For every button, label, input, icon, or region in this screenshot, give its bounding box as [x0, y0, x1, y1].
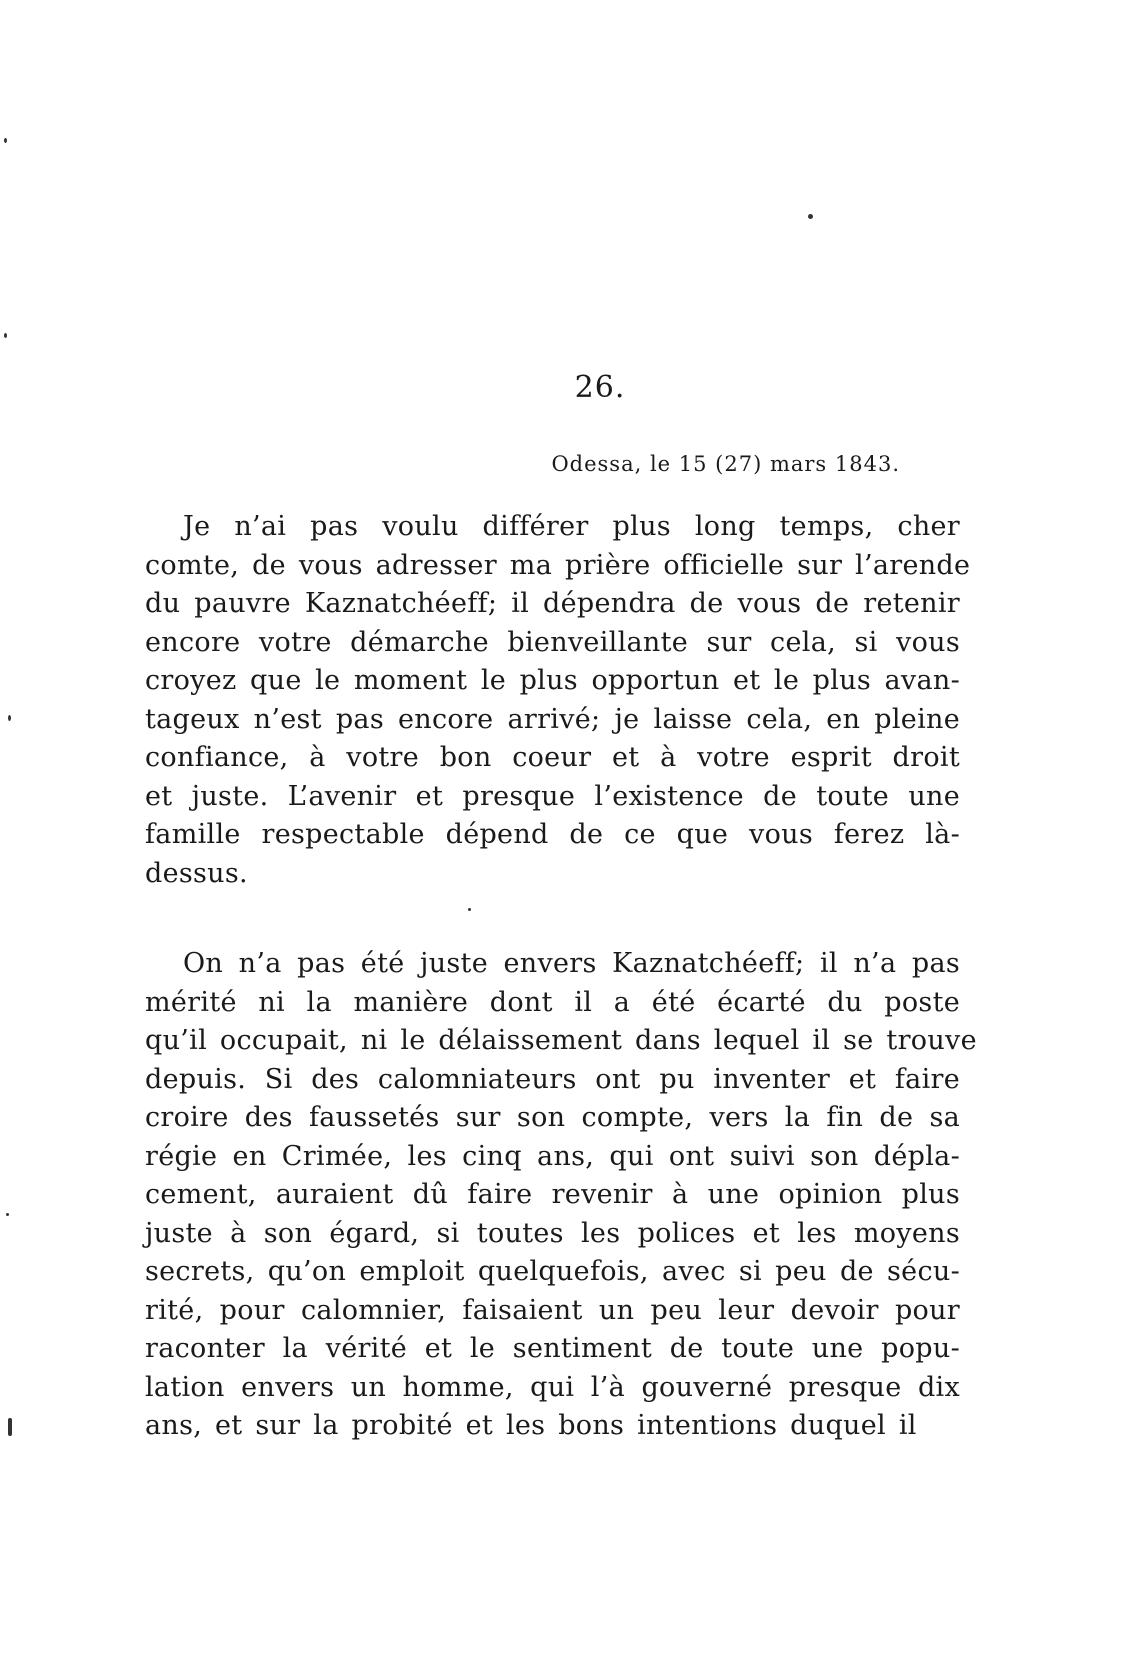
text-line: raconter la vérité et le sentiment de toute une popu-	[145, 1333, 960, 1364]
text-line: croire des faussetés sur son compte, vers la fin de sa	[145, 1102, 960, 1133]
paragraph-2	[145, 945, 977, 1446]
scan-speck	[808, 214, 813, 219]
text-line: Je n’ai pas voulu différer plus long temps, cher	[183, 511, 960, 542]
text-line: lation envers un homme, qui l’à gouverné presque dix	[145, 1371, 960, 1403]
text-line: secrets, qu’on emploit quelquefois, avec si peu de sécu-	[145, 1256, 960, 1287]
text-line: On n’a pas été juste envers Kaznatchéeff; il n’a pas	[183, 948, 960, 979]
text-line: qu’il occupait, ni le délaissement dans lequel il se trouve	[145, 1025, 977, 1056]
scan-speck	[8, 715, 11, 721]
scan-speck	[6, 1213, 9, 1216]
text-line: dessus.	[145, 857, 248, 889]
text-line: confiance, à votre bon coeur et à votre esprit droit	[145, 742, 960, 773]
text-line: juste à son égard, si toutes les polices et les moyens	[145, 1217, 960, 1249]
text-line: du pauvre Kaznatchéeff; il dépendra de vous de retenir	[145, 588, 960, 619]
text-line: comte, de vous adresser ma prière officielle sur l’arende	[145, 549, 971, 581]
text-line: rité, pour calomnier, faisaient un peu leur devoir pour	[145, 1294, 960, 1326]
text-line: cement, auraient dû faire revenir à une opinion plus	[145, 1179, 960, 1210]
text-line: régie en Crimée, les cinq ans, qui ont suivi son dépla-	[145, 1140, 960, 1172]
paragraph-1	[145, 508, 971, 893]
text-line: ans, et sur la probité et les bons intentions duquel il	[145, 1410, 917, 1441]
text-line: et juste. L’avenir et presque l’existence de toute une	[145, 780, 960, 812]
dateline: Odessa, le 15 (27) mars 1843.	[551, 452, 900, 476]
scan-speck	[4, 333, 7, 338]
scan-speck	[4, 138, 7, 143]
scan-speck	[468, 908, 471, 911]
letter-number: 26.	[574, 370, 626, 405]
text-line: tageux n’est pas encore arrivé; je laisse cela, en pleine	[145, 703, 960, 735]
scan-speck	[8, 1418, 12, 1436]
text-line: depuis. Si des calomniateurs ont pu inventer et faire	[145, 1063, 960, 1095]
text-line: croyez que le moment le plus opportun et le plus avan-	[145, 665, 960, 696]
text-line: famille respectable dépend de ce que vous ferez là-	[145, 819, 960, 850]
text-line: encore votre démarche bienveillante sur cela, si vous	[145, 626, 960, 658]
text-line: mérité ni la manière dont il a été écarté du poste	[145, 986, 960, 1018]
